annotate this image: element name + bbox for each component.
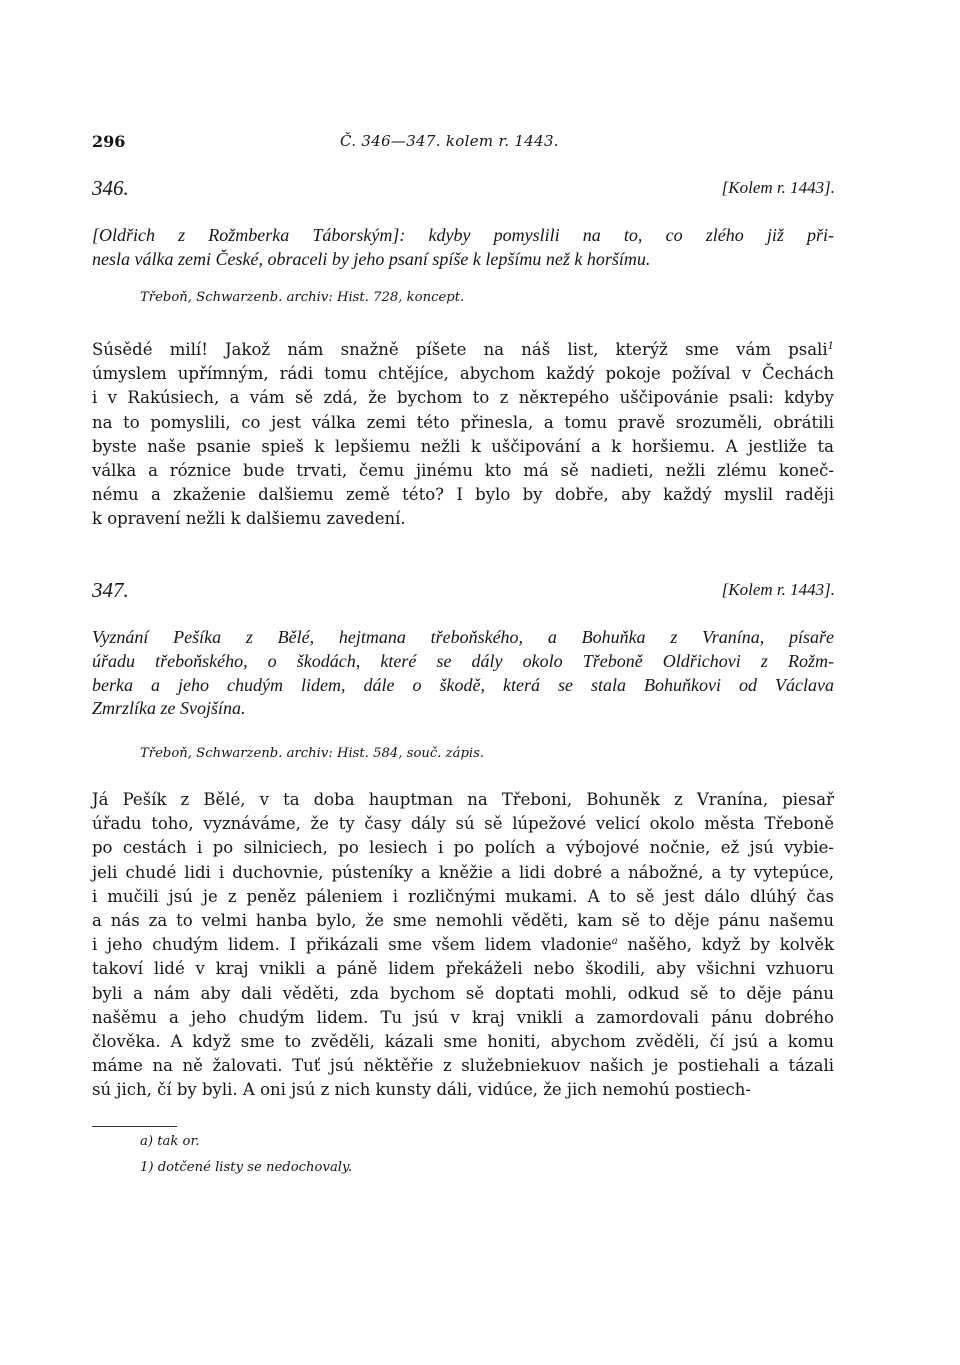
text-347: [92, 788, 834, 1102]
entry-date-347: [Kolem r. 1443].: [721, 580, 835, 599]
text-line: [92, 982, 834, 1006]
text-line-segment: byste naše psanie spieš k lepšiemu nežli k uščipování a k horšiemu. A jestliže ta: [92, 436, 834, 456]
source-note-347: Třeboň, Schwarzenb. archiv: Hist. 584, souč. zápis.: [140, 746, 485, 761]
text-line-segment: byli a nám aby dali věděti, zda bychom sě doptati mohli, odkud sě to děje pánu: [92, 983, 834, 1003]
footnote-marker: 1: [827, 341, 834, 352]
source-note-346: Třeboň, Schwarzenb. archiv: Hist. 728, koncept.: [140, 290, 465, 305]
text-line-segment: úřadu toho, vyznáváme, že ty časy dály sú sě lúpežové velicí okolo města Třeboně: [92, 814, 834, 834]
text-line-segment: jeli chudé lidi i duchovnie, pústeníky a kněžie a lidi dobré a nábožné, a ty vytepúce,: [92, 862, 834, 882]
text-line-segment: i mučili jsú je z peněz páleniem i rozličnými mukami. A to sě jest dálo dlúhý čas: [92, 886, 834, 906]
text-line: [92, 362, 834, 386]
footnote-a: a) tak or.: [140, 1134, 200, 1149]
text-line-segment: a nás za to velmi hanba bylo, že sme nemohli věděti, kam sě to děje pánu našemu: [92, 910, 834, 930]
text-line-segment: sú jich, čí by byli. A oni jsú z nich kunsty dáli, vidúce, že jich nemohú postiech-: [92, 1080, 751, 1100]
regest-line: berka a jeho chudým lidem, dále o škodě, která se stala Bohuňkovi od Václava: [92, 674, 834, 695]
text-line: [92, 836, 834, 860]
text-line-segment: k opravení nežli k dalšiemu zavedení.: [92, 509, 406, 529]
text-line: [92, 788, 834, 812]
text-line: [92, 338, 834, 362]
entry-number-346: 346.: [92, 176, 129, 200]
regest-line: [Oldřich z Rožmberka Táborským]: kdyby pomyslili na to, co zlého již při-: [92, 225, 834, 245]
text-line-segment: na to pomyslili, co jest válka zemi této přinesla, a tomu pravě srozuměli, obrátili: [92, 412, 834, 432]
text-line: [92, 861, 834, 885]
regest-347: [92, 626, 834, 721]
footnote-rule: [92, 1126, 177, 1127]
text-line: [92, 459, 834, 483]
text-line: [92, 957, 834, 981]
text-line-segment: Já Pešík z Bělé, v ta doba hauptman na Třeboni, Bohuněk z Vranína, piesař: [92, 790, 834, 809]
text-line: [92, 909, 834, 933]
regest-line: Vyznání Pešíka z Bělé, hejtmana třeboňského, a Bohuňka z Vranína, písaře: [92, 627, 834, 647]
text-line-segment: po cestách i po silniciech, po lesiech i po polích a výbojové nočnie, ež jsú vybie-: [92, 838, 834, 858]
text-line-segment: i jeho chudým lidem. I přikázali sme všem lidem vladonie: [92, 935, 612, 955]
running-title: Č. 346—347. kolem r. 1443.: [340, 132, 559, 150]
text-line: [92, 885, 834, 909]
text-line: [92, 411, 834, 435]
text-line: [92, 386, 834, 410]
text-line-segment: nému a zkaženie dalšiemu země této? I bylo by dobře, aby každý myslil raději: [92, 485, 834, 505]
text-line-segment: úmyslem upřímným, rádi tomu chtějíce, abychom každý pokoje požíval v Čechách: [92, 364, 834, 384]
text-line: [92, 1006, 834, 1030]
text-line-segment: našěmu a jeho chudým lidem. Tu jsú v kraj vnikli a zamordovali pánu dobrého: [92, 1007, 834, 1027]
text-line: [92, 1030, 834, 1054]
text-line-segment: i v Rakúsiech, a vám sě zdá, že bychom to z něктерého uščipovánie psali: kdyby: [92, 388, 834, 408]
text-line-segment: máme na ně žalovati. Tuť jsú něktěřie z služebniekuov našich je postiehali a tázali: [92, 1056, 834, 1076]
footnote-marker: a: [611, 936, 618, 948]
text-line: [92, 1054, 834, 1078]
page-number: 296: [92, 132, 126, 151]
text-346: [92, 338, 834, 532]
text-line-segment: Súsědé milí! Jakož nám snažně píšete na náš list, kterýž sme vám psali: [92, 340, 828, 359]
footnote-1: 1) dotčené listy se nedochovaly.: [140, 1160, 352, 1175]
regest-line: nesla válka zemi České, obraceli by jeho psaní spíše k lepšímu než k horšímu.: [92, 248, 651, 269]
text-line: [92, 435, 834, 459]
text-line-segment: válka a róznice bude trvati, čemu jinému kto má sě nadieti, nežli zlému koneč-: [92, 460, 834, 480]
text-line: [92, 507, 834, 531]
text-line: [92, 933, 834, 957]
entry-number-347: 347.: [92, 578, 129, 602]
regest-line: Zmrzlíka ze Svojšína.: [92, 698, 246, 719]
regest-346: [92, 224, 834, 272]
entry-date-346: [Kolem r. 1443].: [721, 178, 835, 197]
text-line: [92, 1078, 834, 1102]
text-line-segment: takoví lidé v kraj vnikli a páně lidem překáželi nebo škodili, aby všichni vzhuoru: [92, 959, 834, 979]
text-line: [92, 812, 834, 836]
text-line-segment: člověka. A když sme to zvěděli, kázali sme honiti, abychom zvěděli, čí jsú a komu: [92, 1031, 834, 1051]
regest-line: úřadu třeboňského, o škodách, které se dály okolo Třeboně Oldřichovi z Rožm-: [92, 650, 834, 671]
text-line: [92, 483, 834, 507]
text-line-segment: našěho, když by kolvěk: [617, 935, 834, 955]
